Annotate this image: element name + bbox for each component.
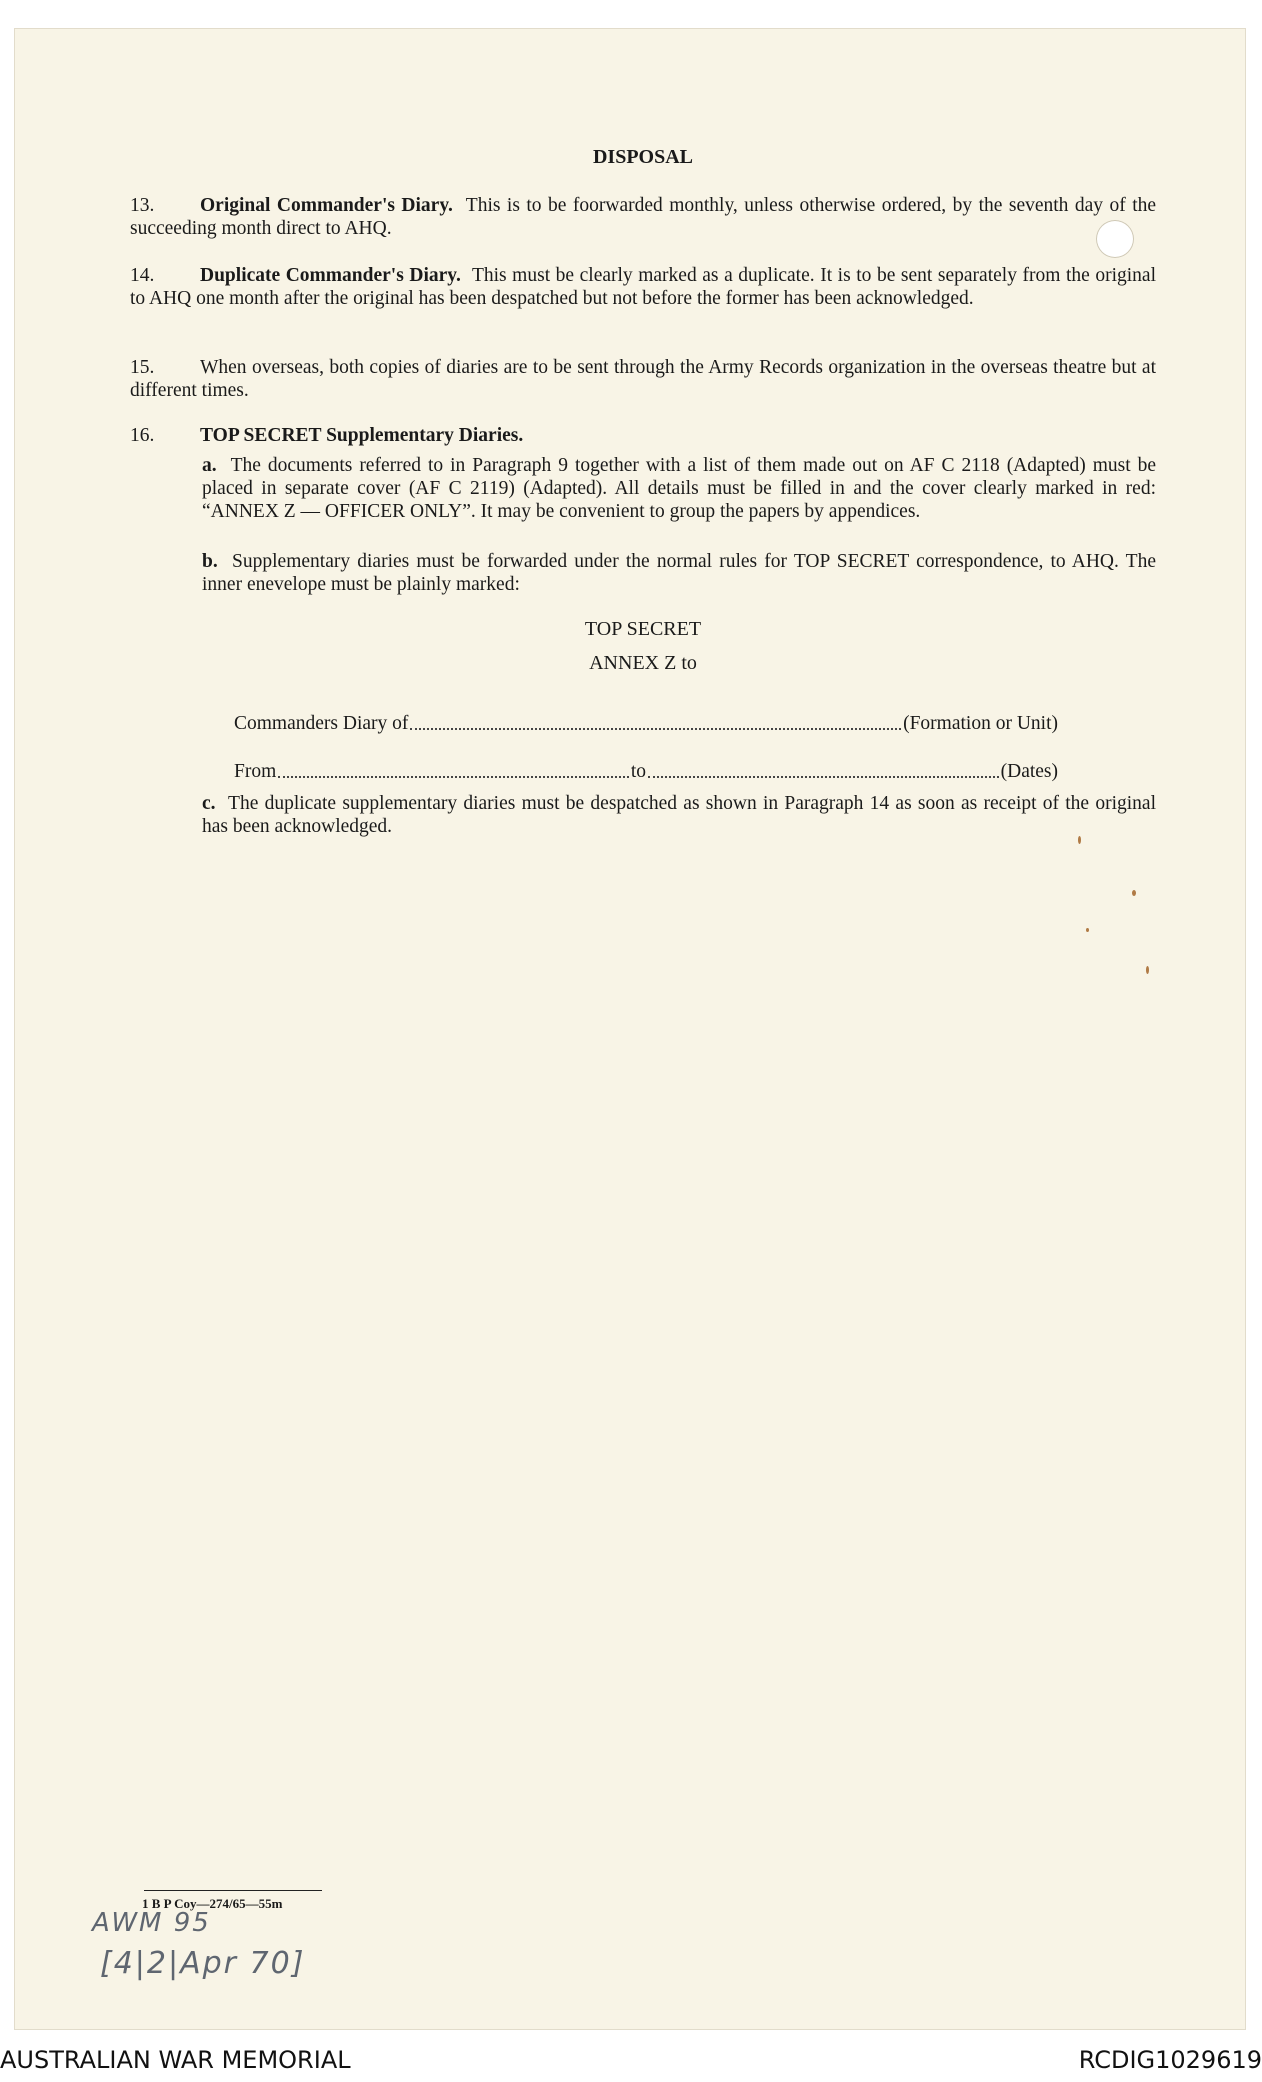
subparagraph-c [202, 792, 1156, 838]
from-label: From [234, 761, 277, 782]
handwritten-date: [4|2|Apr 70] [100, 1946, 306, 1981]
document-page [14, 28, 1246, 2030]
handwritten-reference: AWM 95 [92, 1908, 211, 1938]
stain-mark [1086, 928, 1089, 932]
subparagraph-text: The documents referred to in Paragraph 9 together with a list of them made out on AF C 2118 (Adapted) must be placed in separate cover (AF C 2119) (Adapted). All details must be filled in and the cover clearly marked in red: “ANNEX Z — OFFICER ONLY”. It may be convenient to group the papers by appendices. [202, 455, 1157, 522]
subparagraph-label: a. [202, 455, 217, 476]
subparagraph-b [202, 550, 1156, 596]
paragraph-number: 14. [130, 265, 155, 286]
paragraph-number: 15. [130, 357, 155, 378]
paragraph-13 [130, 194, 1156, 240]
dates-line [234, 760, 1058, 783]
print-code: 1 B P Coy—274/65—55m [142, 1896, 283, 1911]
envelope-marking-annex: ANNEX Z to [589, 652, 697, 674]
section-heading: DISPOSAL [592, 146, 694, 168]
paragraph-text: When overseas, both copies of diaries are to be sent through the Army Records organization in the overseas theatre but at different times. [130, 357, 1156, 401]
subparagraph-label: c. [202, 793, 216, 814]
watermark-bar [0, 2040, 1262, 2082]
stain-mark [1132, 890, 1136, 896]
paragraph-16 [130, 424, 1156, 447]
stain-mark [1146, 966, 1149, 974]
subparagraph-a [202, 454, 1156, 523]
dates-suffix: (Dates) [1000, 761, 1059, 782]
blank-line [648, 760, 999, 778]
diary-label: Commanders Diary of [234, 713, 409, 734]
paragraph-number: 16. [130, 425, 155, 446]
paragraph-text: This must be clearly marked as a duplicate. It is to be sent separately from the original to AHQ one month after the original has been despatched but not before the former has been acknowledged. [130, 265, 1157, 309]
subparagraph-text: Supplementary diaries must be forwarded under the normal rules for TOP SECRET correspondence, to AHQ. The inner enevelope must be plainly marked: [202, 551, 1157, 595]
footer-rule [144, 1890, 322, 1891]
watermark-right: RCDIG1029619 [1078, 2046, 1262, 2074]
subparagraph-label: b. [202, 551, 218, 572]
blank-line [278, 760, 629, 778]
blank-line [410, 712, 901, 730]
watermark-left: AUSTRALIAN WAR MEMORIAL [0, 2046, 351, 2074]
paragraph-15 [130, 356, 1156, 402]
paragraph-title: Duplicate Commander's Diary. [200, 265, 461, 286]
bleed-through [120, 116, 126, 139]
paragraph-number: 13. [130, 195, 155, 216]
diary-of-line [234, 712, 1058, 735]
stain-mark [1078, 836, 1081, 844]
paragraph-14 [130, 264, 1156, 310]
to-label: to [630, 761, 647, 782]
subparagraph-text: The duplicate supplementary diaries must be despatched as shown in Paragraph 14 as soon as receipt of the original has been acknowledged. [202, 793, 1156, 837]
diary-suffix: (Formation or Unit) [903, 713, 1058, 734]
paragraph-title: Original Commander's Diary. [200, 195, 453, 216]
paragraph-title: TOP SECRET Supplementary Diaries. [200, 425, 524, 446]
envelope-marking-top-secret: TOP SECRET [584, 618, 702, 640]
paragraph-text: This is to be foorwarded monthly, unless otherwise ordered, by the seventh day of the succeeding month direct to AHQ. [130, 195, 1157, 239]
